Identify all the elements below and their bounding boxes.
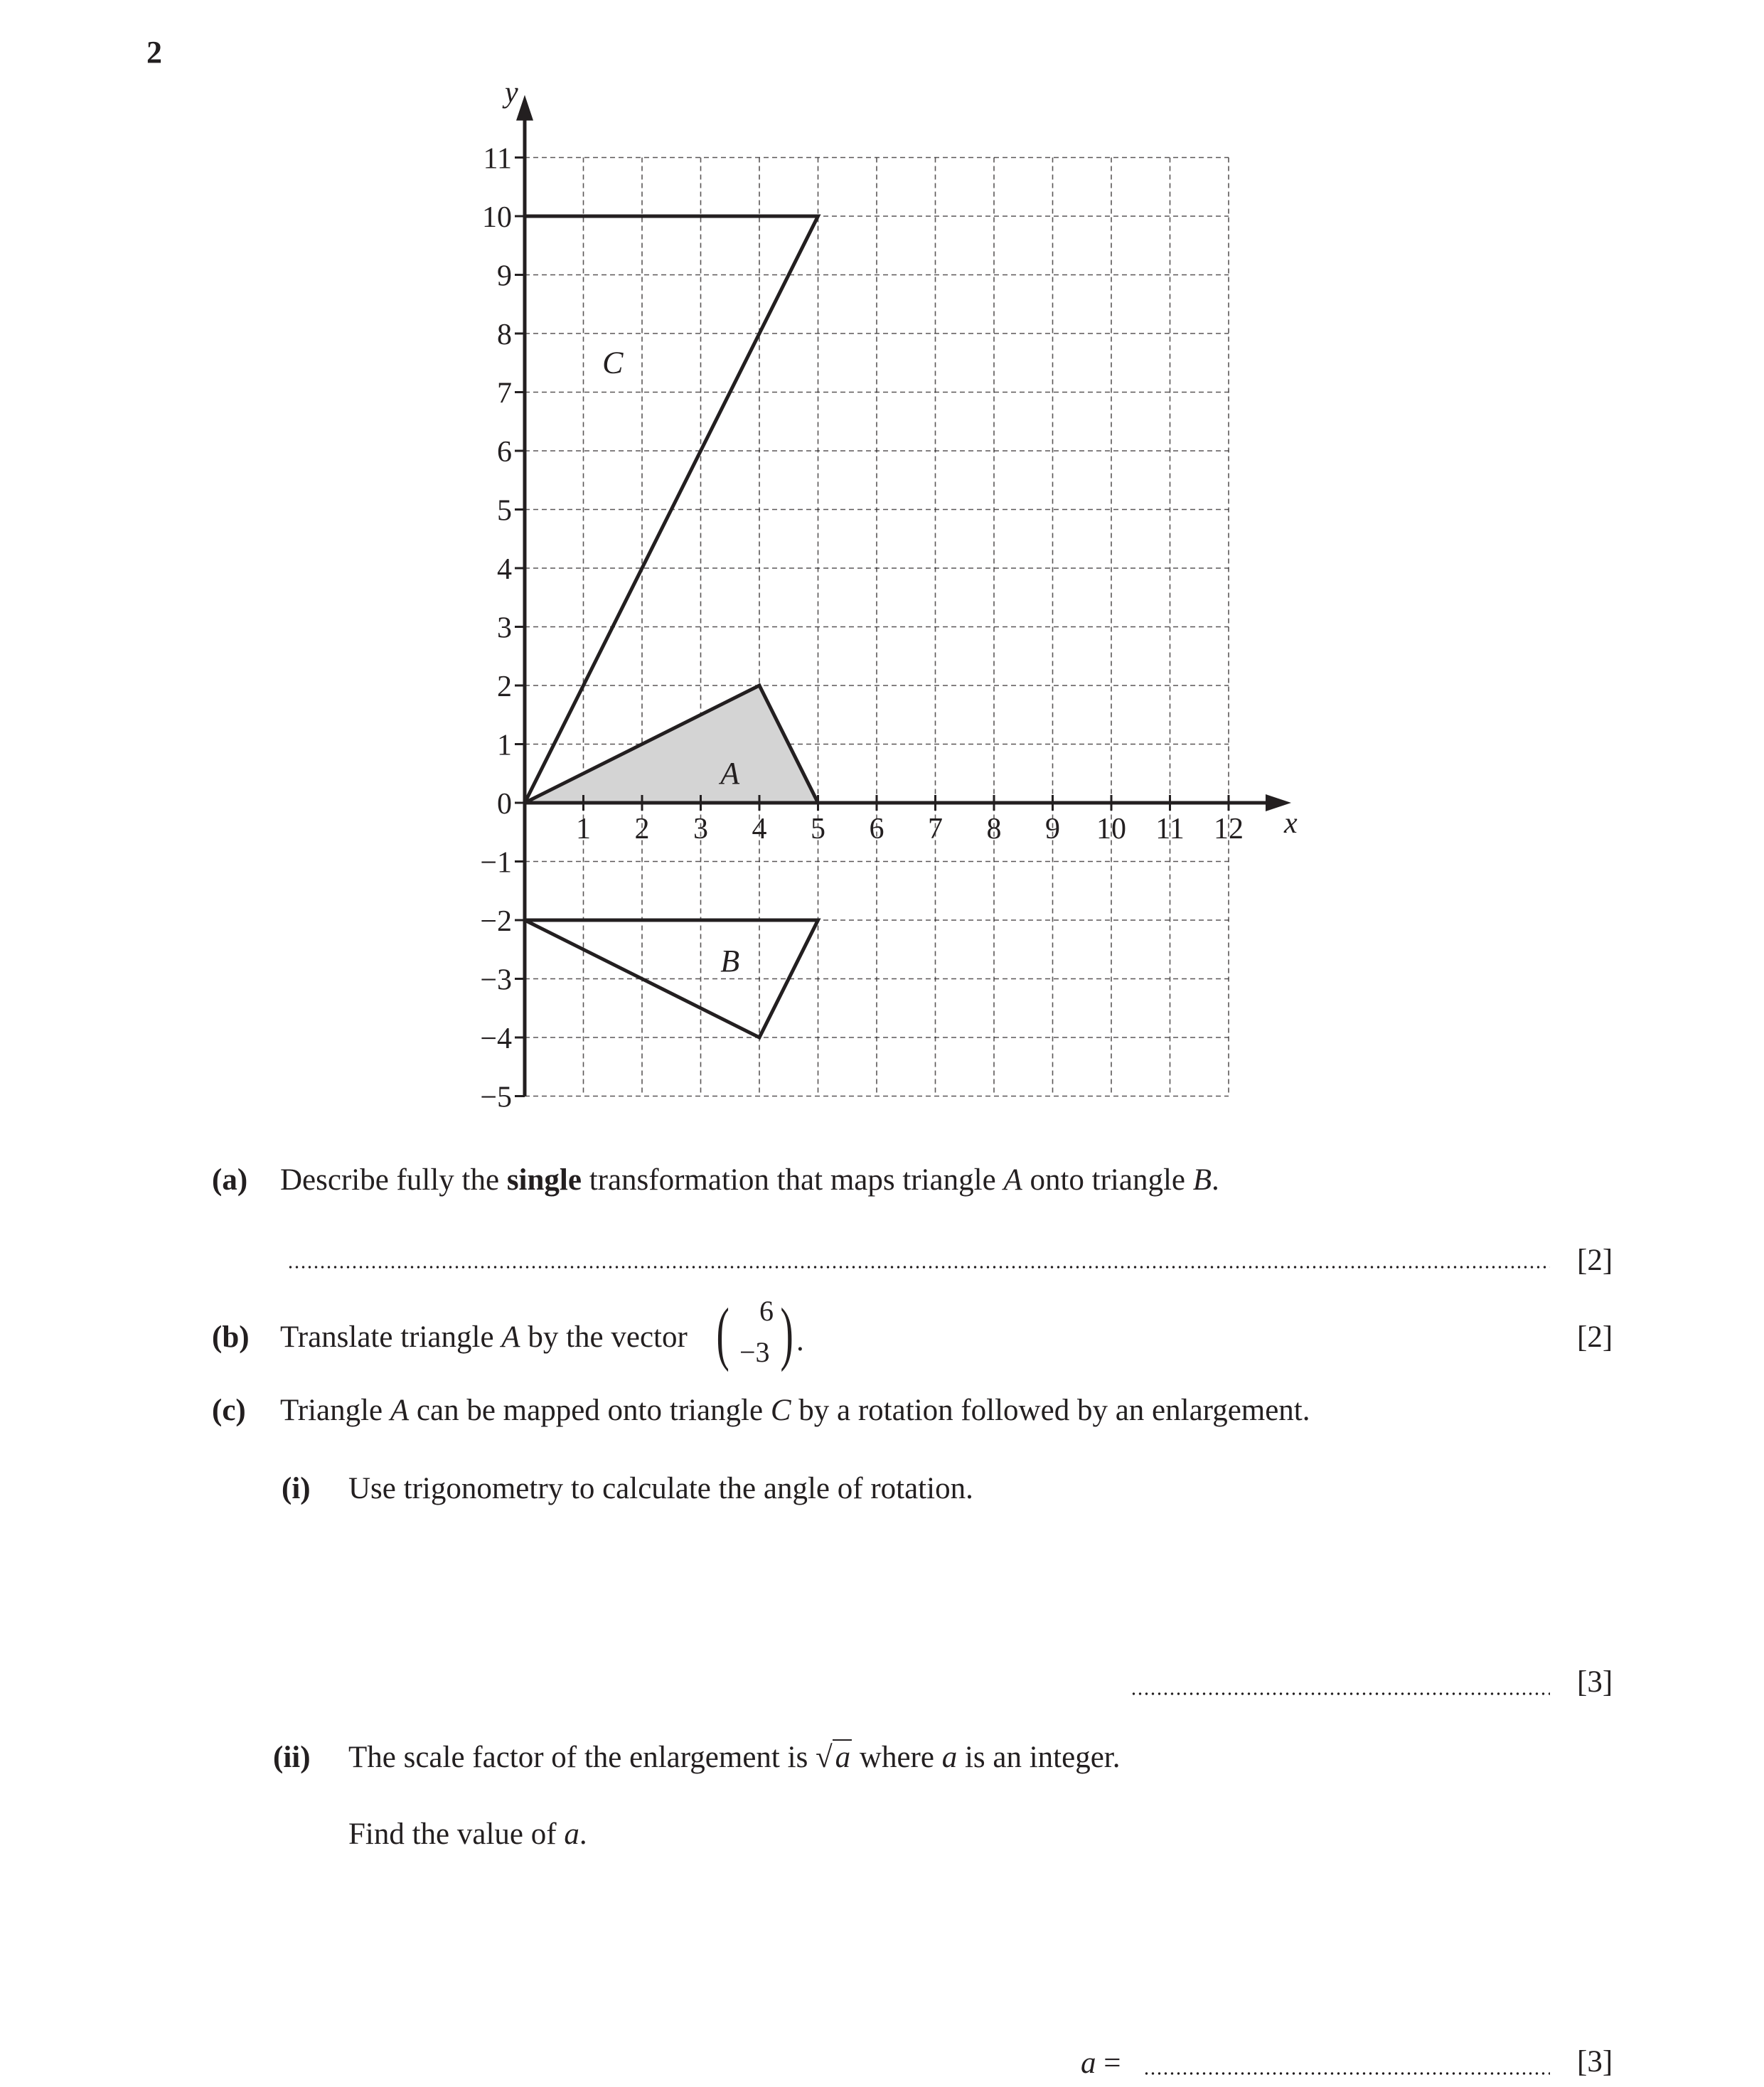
part-c-ii-question: The scale factor of the enlargement is √a where a is an integer. [348,1739,1121,1776]
part-c-question: Triangle A can be mapped onto triangle C by a rotation followed by an enlargement. [280,1394,1310,1427]
y-tick-label: 8 [497,319,512,351]
x-tick-label: 9 [1045,813,1060,845]
marks-c-i: [3] [1577,1665,1613,1699]
x-tick-label: 6 [869,813,884,845]
x-tick-label: 5 [811,813,825,845]
triangle-label-a: A [720,755,740,791]
y-tick-label: 5 [497,494,512,528]
vector-left-paren: ( [716,1293,729,1372]
y-tick-label: 4 [497,553,512,586]
x-tick-label: 11 [1155,813,1185,845]
y-axis-label: y [505,76,518,110]
vector-bottom: −3 [739,1336,770,1368]
question-number: 2 [146,35,162,70]
part-c-i-question: Use trigonometry to calculate the angle of rotation. [348,1472,973,1505]
y-tick-label: −1 [480,846,512,880]
marks-a: [2] [1577,1244,1613,1277]
part-c-ii-label: (ii) [273,1741,311,1774]
marks-b: [2] [1577,1320,1613,1354]
part-c-label: (c) [212,1394,246,1427]
y-tick-label: 1 [497,729,512,762]
x-tick-label: 3 [693,813,708,845]
x-tick-label: 12 [1214,813,1244,845]
part-a-question: Describe fully the single transformation that maps triangle A onto triangle B. [280,1163,1219,1197]
y-tick-label: −2 [480,905,512,938]
triangle-label-b: B [720,943,740,978]
marks-c-ii: [3] [1577,2045,1613,2078]
y-tick-label: 11 [483,142,512,176]
vector-top: 6 [759,1295,774,1327]
part-c-i-label: (i) [282,1472,311,1505]
axes [516,95,1291,1096]
y-tick-label: 7 [497,377,512,410]
x-tick-label: 7 [928,813,943,845]
triangle-label-c: C [602,345,624,380]
y-tick-label: −5 [480,1081,512,1114]
y-tick-label: 9 [497,260,512,293]
part-b-label: (b) [212,1320,250,1354]
y-tick-label: −3 [480,964,512,997]
y-tick-label: 0 [497,788,512,821]
y-tick-label: 2 [497,671,512,703]
answer-line-a[interactable] [287,1266,1550,1269]
y-tick-label: 6 [497,436,512,469]
x-tick-label: 1 [576,813,591,845]
y-tick-label: 3 [497,612,512,645]
x-tick-label: 8 [986,813,1002,845]
answer-line-c-i[interactable] [1130,1692,1550,1695]
part-a-label: (a) [212,1163,248,1197]
vector-right-paren: ) [780,1293,793,1372]
answer-prefix: a = [1081,2046,1121,2080]
part-b-question: Translate triangle A by the vector [280,1320,688,1354]
sqrt-symbol: √a [816,1741,851,1774]
x-axis-label: x [1284,807,1298,840]
x-tick-label: 4 [752,813,767,845]
grid-lines [525,158,1229,1096]
x-tick-label: 2 [634,813,650,845]
answer-line-c-ii[interactable] [1143,2072,1550,2075]
y-tick-label: 10 [482,201,512,234]
y-axis-arrow [516,95,533,121]
y-tick-label: −4 [480,1023,512,1055]
x-tick-label: 10 [1096,813,1126,845]
part-c-ii-instruction: Find the value of a. [348,1818,587,1851]
vector-end: . [796,1324,804,1357]
